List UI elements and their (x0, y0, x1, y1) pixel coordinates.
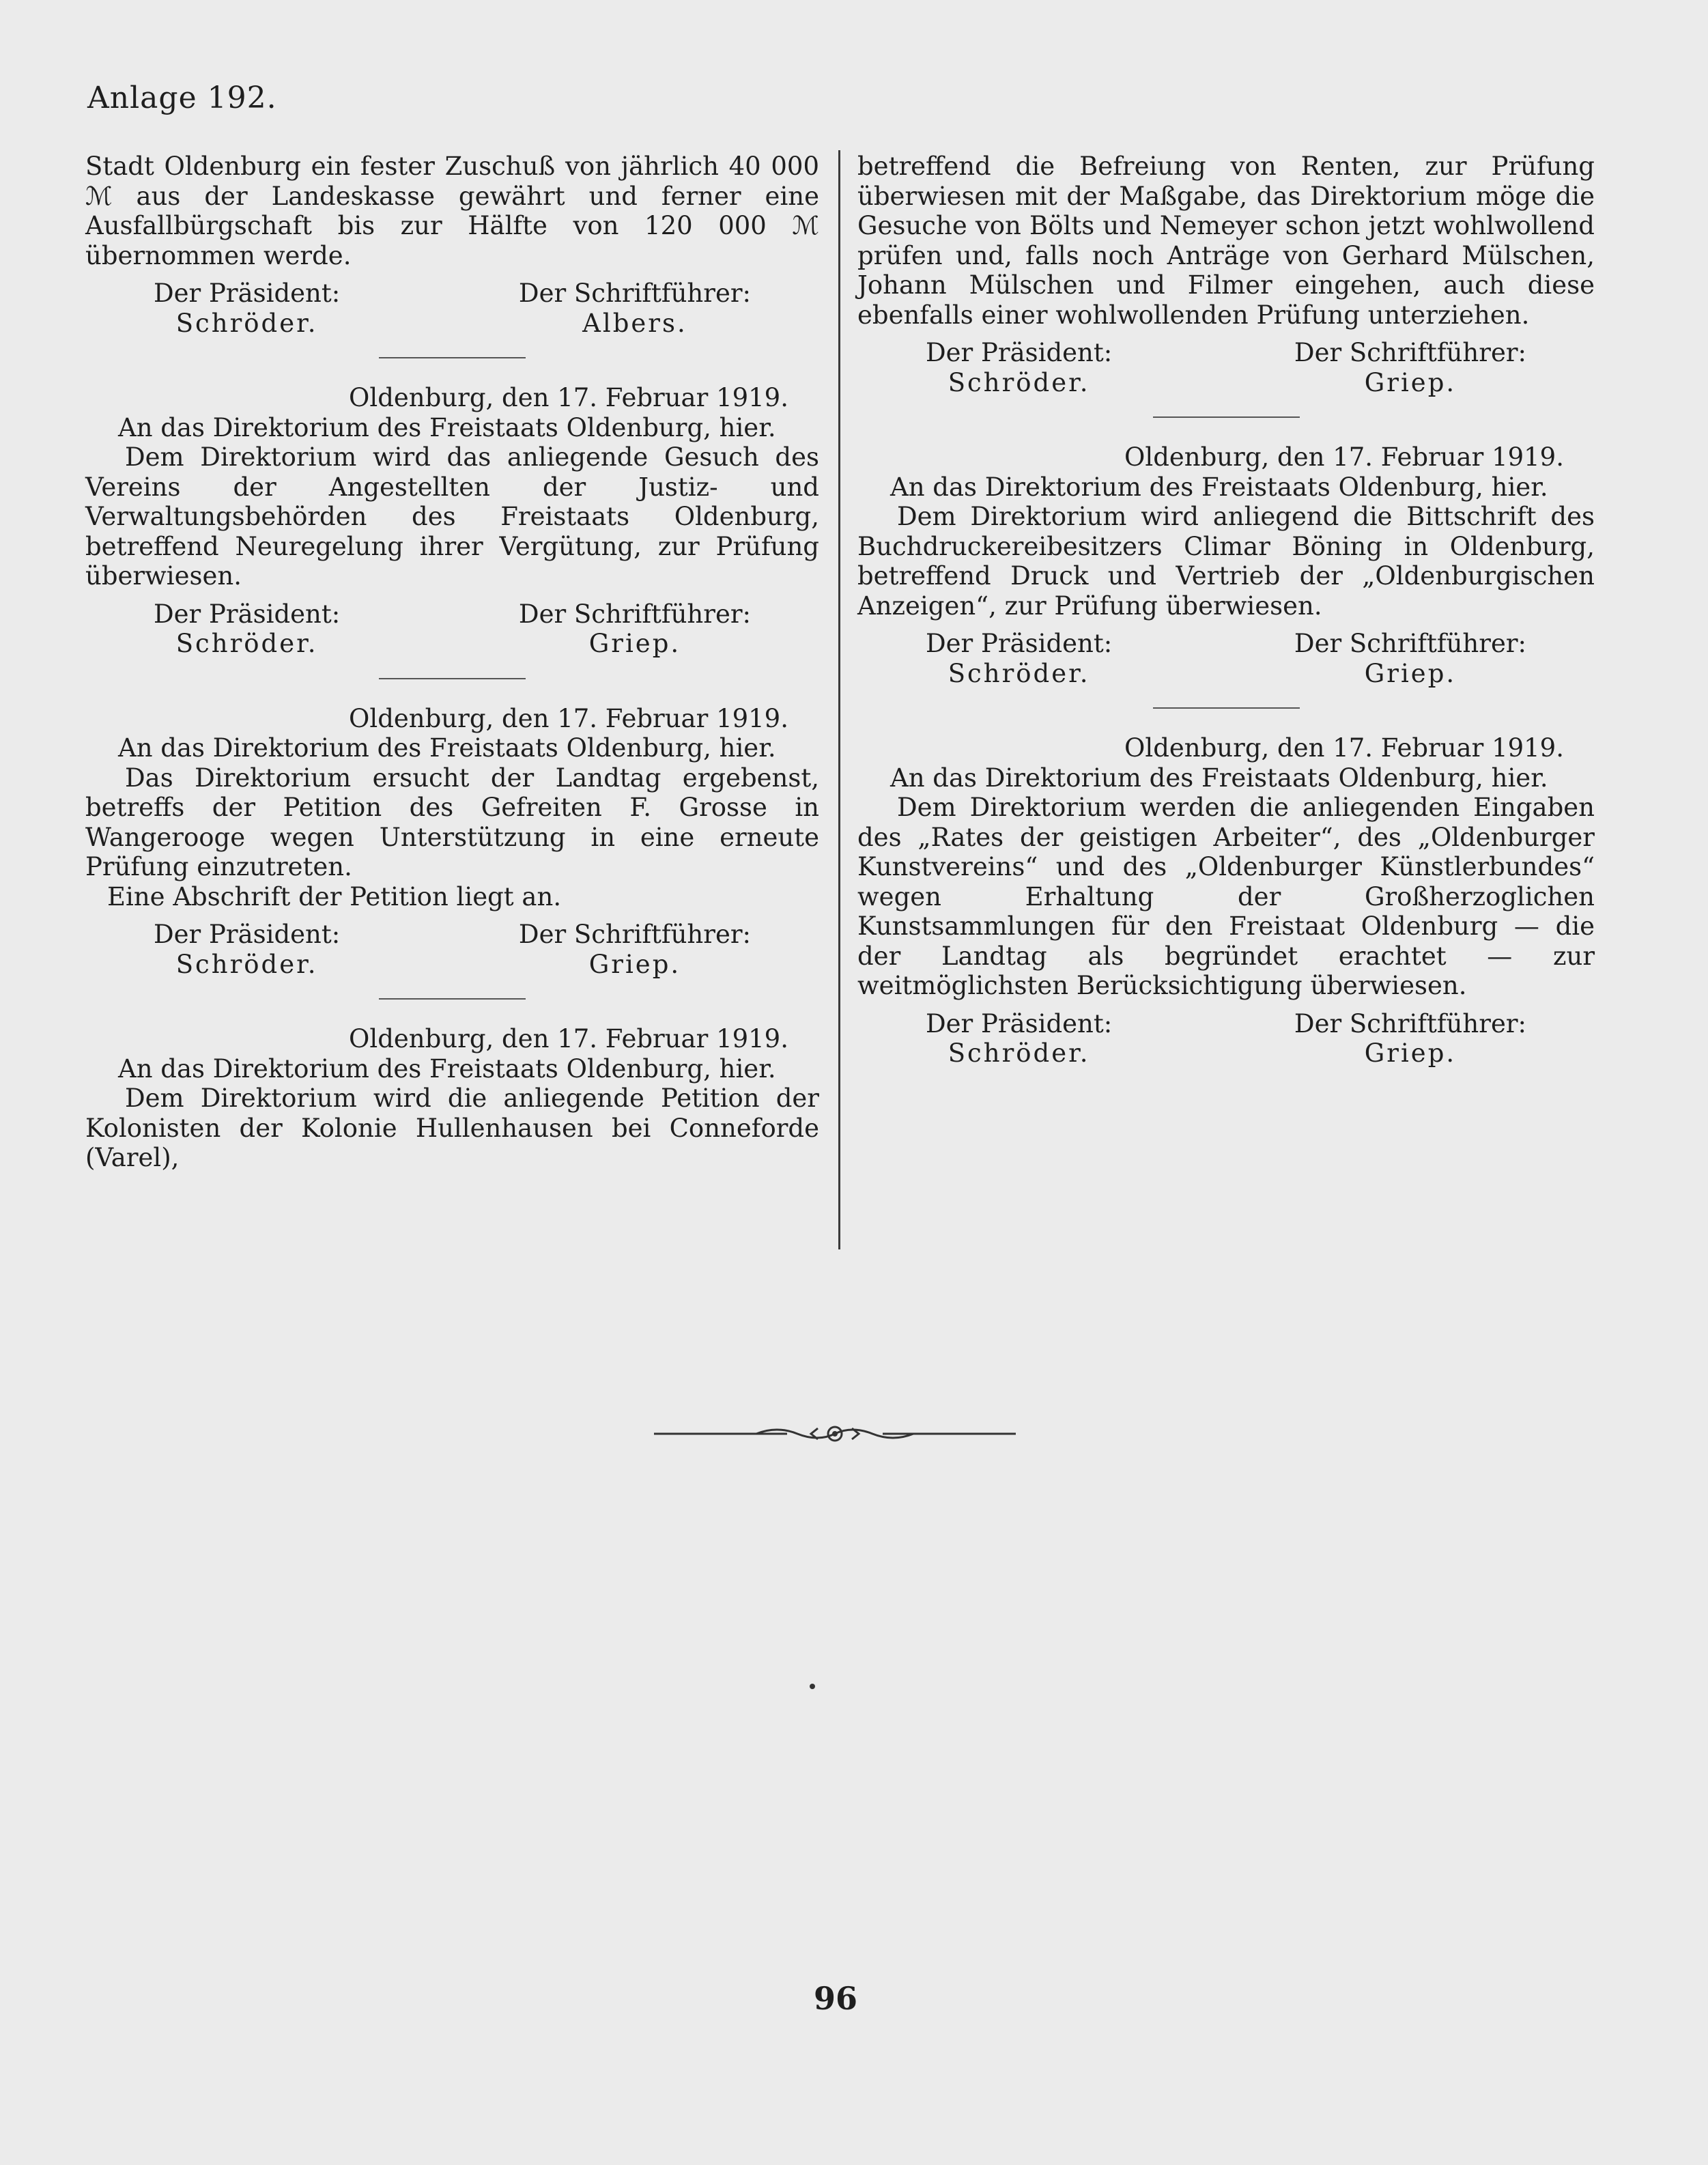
letter-date: Oldenburg, den 17. Februar 1919. (1124, 442, 1564, 472)
letter-body: Dem Direktorium werden die anliegenden Eingaben des „Rates der geistigen Arbeiter“, des „Oldenburger Kunstvereins“ und des „Oldenburger Künstlerbundes“ wegen Erhaltung der Großherzoglichen Kunstsammlungen für den Freistaat Oldenburg — die der Landtag als begründet erachtet — zur weitmöglichsten Berücksichtigung überwiesen. (857, 793, 1595, 1000)
secretary-role: Der Schriftführer: (518, 279, 751, 308)
section-separator (379, 998, 526, 1000)
letter-date: Oldenburg, den 17. Februar 1919. (349, 1024, 788, 1053)
print-speck (810, 1684, 815, 1689)
secretary-signature (519, 599, 751, 659)
section-separator (1153, 707, 1300, 709)
president-name: Schröder. (948, 658, 1090, 688)
page-number: 96 (814, 1980, 858, 2017)
letter-address: An das Direktorium des Freistaats Oldenburg, hier. (118, 733, 776, 763)
president-name: Schröder. (948, 1038, 1090, 1068)
secretary-name: Griep. (1364, 367, 1457, 397)
president-signature (154, 599, 340, 659)
intro-paragraph: Stadt Oldenburg ein fester Zuschuß von jährlich 40 000 ℳ aus der Landeskasse gewährt und ferner eine Ausfallbürgschaft bis zur Hälfte von 120 000 ℳ übernommen werde. (85, 152, 819, 270)
continuation-paragraph: betreffend die Befreiung von Renten, zur Prüfung überwiesen mit der Maßgabe, das Direktorium möge die Gesuche von Bölts und Nemeyer schon jetzt wohlwollend prüfen und, falls noch Anträge von Gerhard Mülschen, Johann Mülschen und Filmer eingehen, auch diese ebenfalls einer wohlwollenden Prüfung unterziehen. (857, 152, 1595, 330)
letter-body: Dem Direktorium wird das anliegende Gesuch des Vereins der Angestellten der Justiz- und Verwaltungsbehörden des Freistaats Oldenburg, betreffend Neuregelung ihrer Vergütung, zur Prüfung überwiesen. (85, 442, 819, 591)
president-role: Der Präsident: (154, 279, 341, 308)
page-header-title: Anlage 192. (87, 81, 277, 115)
section-separator (1153, 416, 1300, 418)
ornament-divider (654, 1413, 1016, 1454)
secretary-role: Der Schriftführer: (1294, 1008, 1526, 1038)
secretary-name: Griep. (1364, 1038, 1457, 1068)
president-role: Der Präsident: (926, 629, 1113, 658)
letter-address: An das Direktorium des Freistaats Oldenburg, hier. (890, 763, 1548, 793)
president-role: Der Präsident: (154, 920, 341, 949)
letter-date: Oldenburg, den 17. Februar 1919. (349, 703, 788, 733)
left-column (85, 152, 819, 1173)
secretary-name: Griep. (1364, 658, 1457, 688)
secretary-signature (1294, 1009, 1526, 1069)
president-signature (926, 338, 1112, 397)
column-divider (838, 150, 840, 1249)
secretary-signature (519, 279, 751, 338)
letter-body-note: Eine Abschrift der Petition liegt an. (107, 881, 562, 911)
secretary-name: Albers. (582, 308, 687, 338)
letter-address: An das Direktorium des Freistaats Oldenburg, hier. (890, 472, 1548, 502)
secretary-name: Griep. (588, 629, 681, 658)
secretary-signature (519, 920, 751, 979)
signature-block (857, 338, 1595, 397)
president-role: Der Präsident: (926, 338, 1113, 367)
letter-body: Dem Direktorium wird die anliegende Petition der Kolonisten der Kolonie Hullenhausen bei Conneforde (Varel), (85, 1084, 819, 1172)
letter-address: An das Direktorium des Freistaats Oldenburg, hier. (118, 412, 776, 442)
letter-date: Oldenburg, den 17. Februar 1919. (349, 383, 788, 412)
signature-block (857, 1009, 1595, 1069)
president-name: Schröder. (175, 308, 318, 338)
president-name: Schröder. (175, 949, 318, 979)
secretary-role: Der Schriftführer: (518, 920, 751, 949)
signature-block (857, 629, 1595, 688)
signature-block (85, 599, 819, 659)
section-separator (379, 357, 526, 358)
ornament-center-dot (832, 1431, 838, 1437)
section-separator (379, 678, 526, 679)
right-column (857, 152, 1595, 1069)
president-signature (926, 1009, 1112, 1069)
signature-block (85, 920, 819, 979)
secretary-role: Der Schriftführer: (1294, 629, 1526, 658)
letter-address: An das Direktorium des Freistaats Oldenburg, hier. (118, 1053, 776, 1084)
signature-block (85, 279, 819, 338)
president-role: Der Präsident: (154, 599, 341, 629)
president-signature (926, 629, 1112, 688)
secretary-name: Griep. (588, 949, 681, 979)
secretary-signature (1294, 338, 1526, 397)
letter-date: Oldenburg, den 17. Februar 1919. (1124, 733, 1564, 763)
president-role: Der Präsident: (926, 1008, 1113, 1038)
letter-body: Das Direktorium ersucht der Landtag ergebenst, betreffs der Petition des Gefreiten F. Grosse in Wangerooge wegen Unterstützung in eine erneute Prüfung einzutreten. (85, 763, 819, 881)
president-signature (154, 920, 340, 979)
president-name: Schröder. (175, 629, 318, 658)
secretary-role: Der Schriftführer: (518, 599, 751, 629)
letter-body: Dem Direktorium wird anliegend die Bittschrift des Buchdruckereibesitzers Climar Böning in Oldenburg, betreffend Druck und Vertrieb der „Oldenburgischen Anzeigen“, zur Prüfung überwiesen. (857, 502, 1595, 621)
secretary-role: Der Schriftführer: (1294, 338, 1526, 367)
president-signature (154, 279, 340, 338)
president-name: Schröder. (948, 367, 1090, 397)
secretary-signature (1294, 629, 1526, 688)
